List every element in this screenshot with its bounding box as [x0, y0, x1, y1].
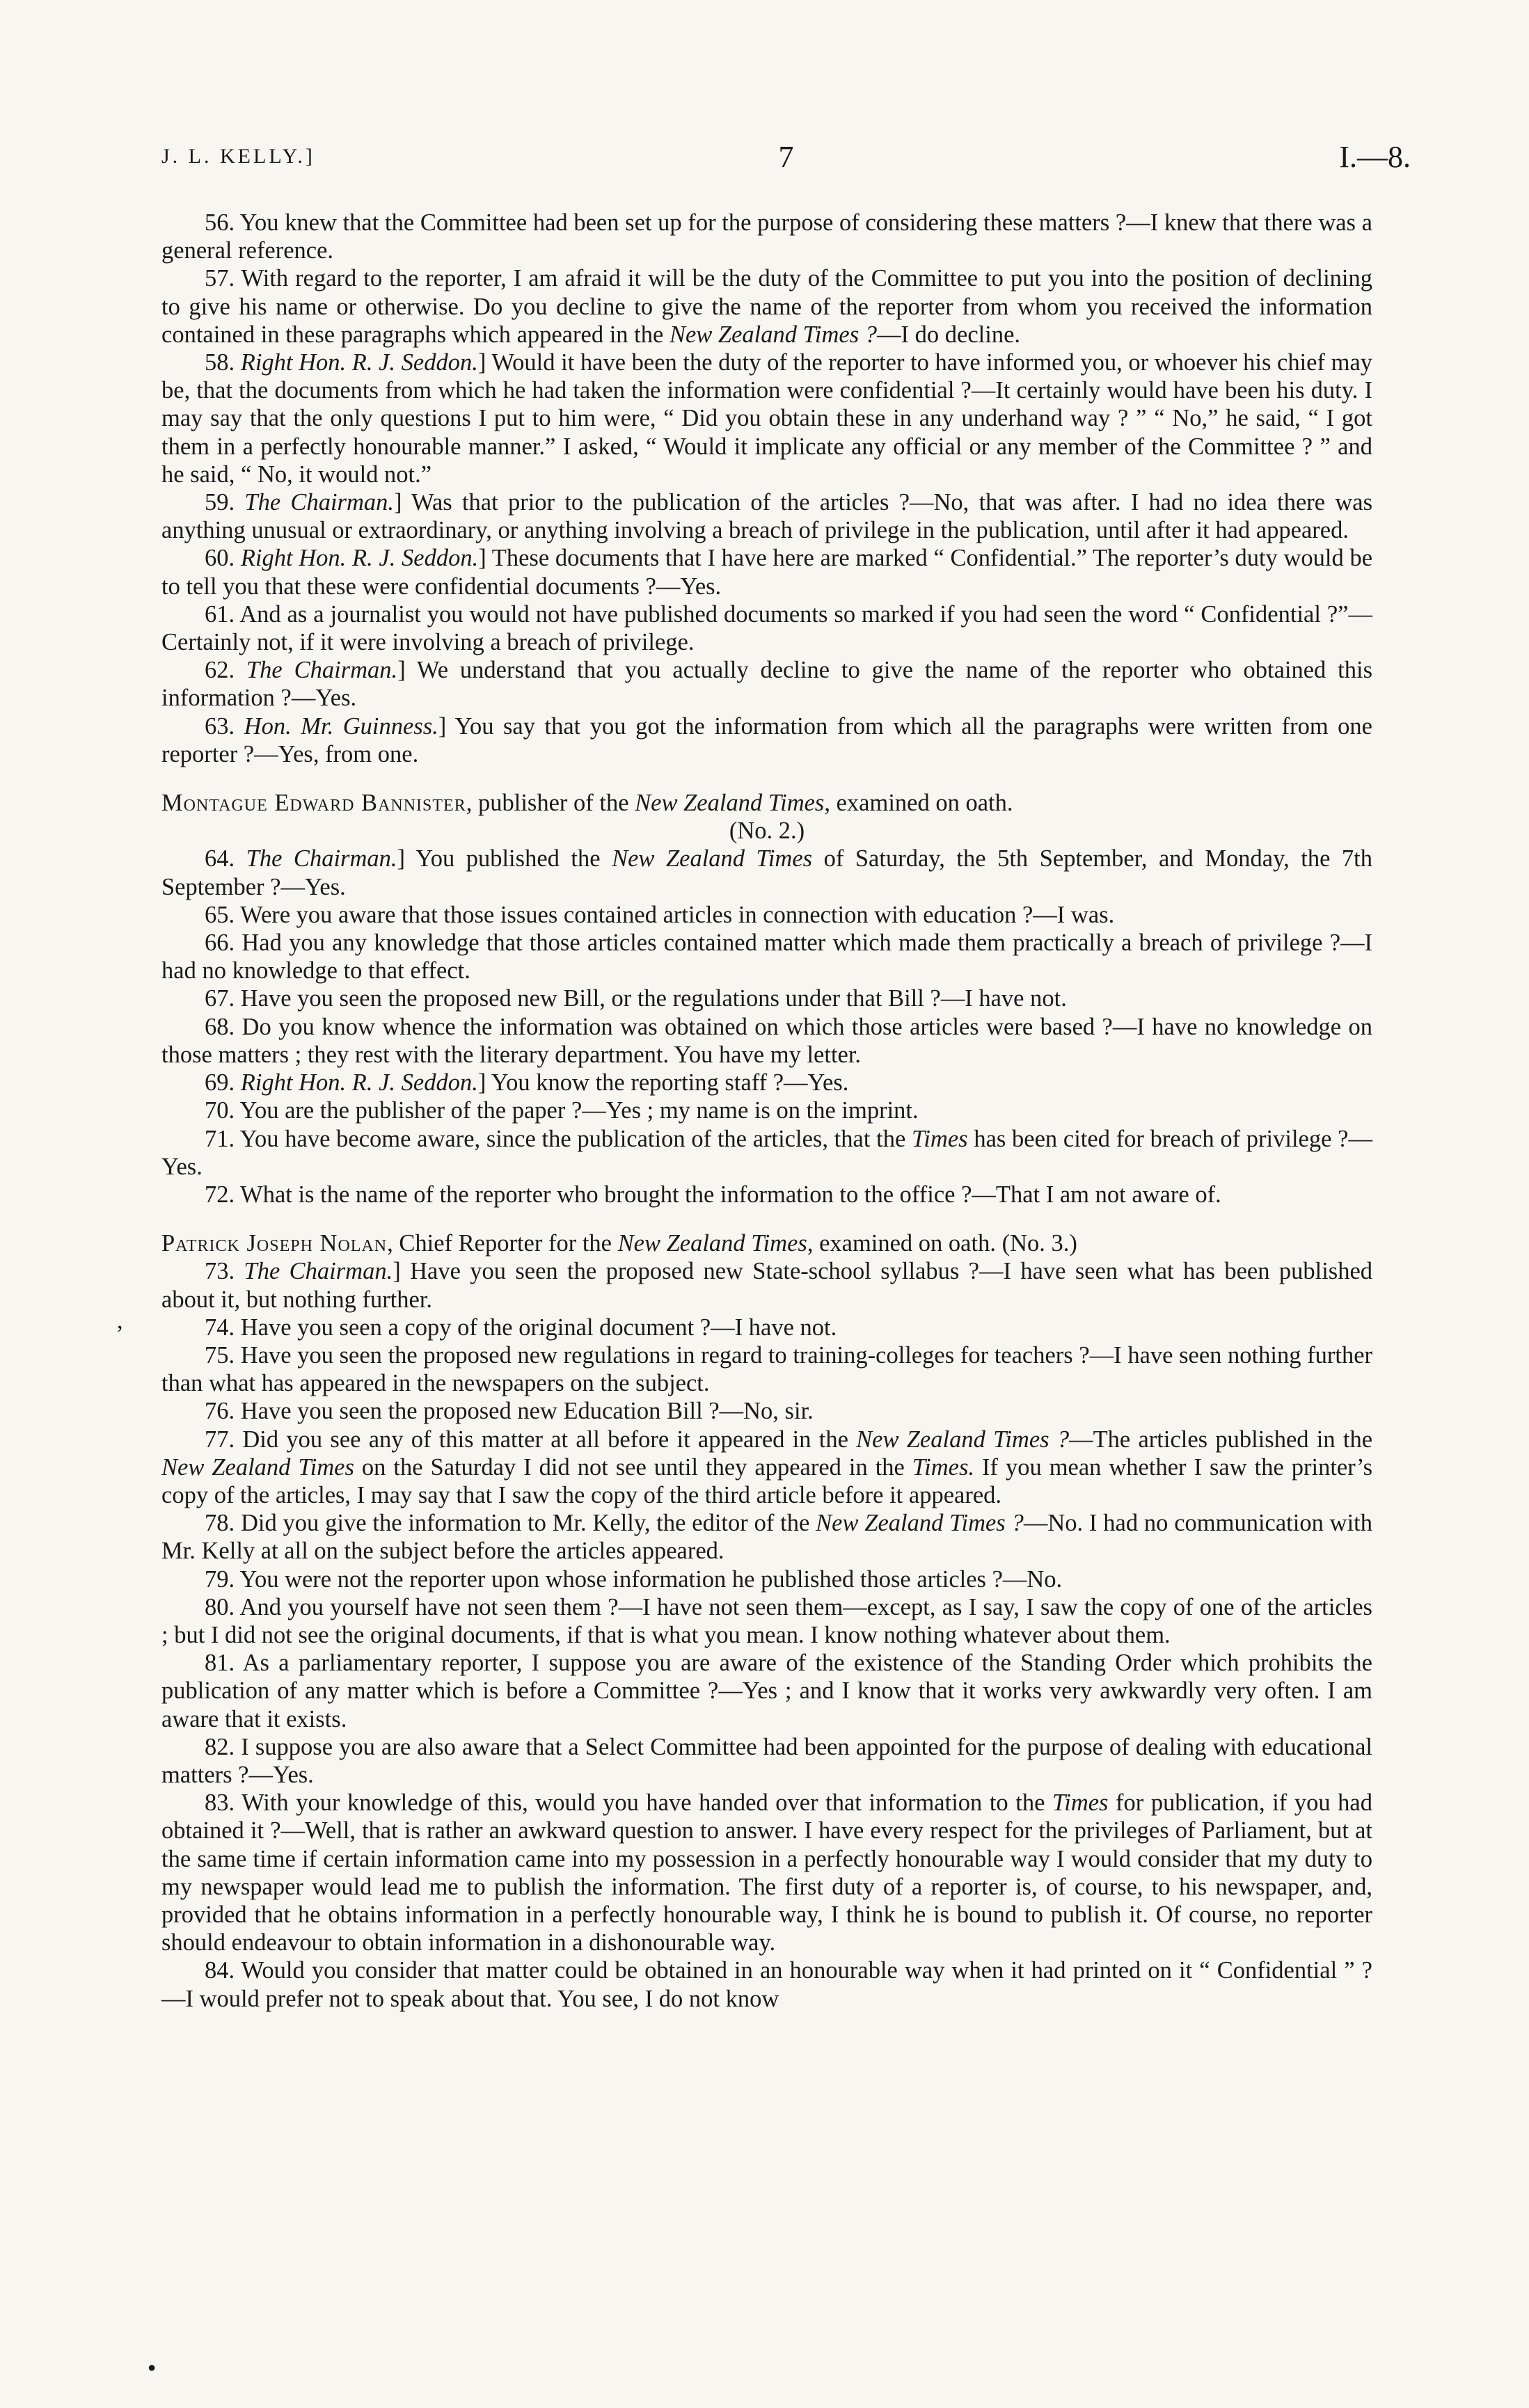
question-65: 65. Were you aware that those issues contained articles in connection with education ?—I was. [205, 901, 1115, 928]
question-56: 56. You knew that the Committee had been set up for the purpose of considering these matters ?—I knew that there was a general reference. [161, 209, 1372, 264]
question-61: 61. And as a journalist you would not have published documents so marked if you had seen the word “ Confidential ?”—Certainly not, if it were involving a breach of privilege. [161, 600, 1372, 656]
question-70: 70. You are the publisher of the paper ?—Yes ; my name is on the imprint. [205, 1097, 919, 1124]
question-60: 60. Right Hon. R. J. Seddon.] These documents that I have here are marked “ Confidential.” The reporter’s duty would be to tell you that these were confidential documents ?—Yes. [161, 545, 1373, 600]
witness-heading-nolan: Patrick Joseph Nolan, Chief Reporter for the New Zealand Times, examined on oath. (No. 3.) [161, 1230, 1077, 1257]
page-body [161, 209, 1372, 2013]
question-67: 67. Have you seen the proposed new Bill, or the regulations under that Bill ?—I have not. [205, 985, 1067, 1012]
question-83: 83. With your knowledge of this, would you have handed over that information to the Times for publication, if you had obtained it ?—Well, that is rather an awkward question to answer. I have every respect for the privileges of Parliament, but at the same time if certain information came into my possession in a perfectly honourable way I would consider that my duty to my newspaper would lead me to publish the information. The first duty of a reporter is, of course, to his newspaper, and, provided that he obtains information in a perfectly honourable way, I think he is bound to publish it. Of course, no reporter should endeavour to obtain information in a dishonourable way. [161, 1789, 1372, 1956]
question-75: 75. Have you seen the proposed new regulations in regard to training-colleges for teachers ?—I have seen nothing further than what has appeared in the newspapers on the subject. [161, 1341, 1372, 1397]
page-number: 7 [778, 140, 794, 174]
question-81: 81. As a parliamentary reporter, I suppose you are aware of the existence of the Standing Order which prohibits the publication of any matter which is before a Committee ?—Yes ; and I know that it works very awkwardly very often. I am aware that it exists. [161, 1650, 1372, 1732]
question-72: 72. What is the name of the reporter who brought the information to the office ?—That I am not aware of. [205, 1181, 1221, 1208]
question-71: 71. You have become aware, since the publication of the articles, that the Times has been cited for breach of privilege ?—Yes. [161, 1125, 1372, 1180]
paper-reference: I.—8. [1339, 140, 1411, 174]
margin-dot: ● [148, 2360, 157, 2375]
witness-heading-bannister: Montague Edward Bannister, publisher of the New Zealand Times, examined on oath. [161, 790, 1013, 817]
question-82: 82. I suppose you are also aware that a Select Committee had been appointed for the purpose of dealing with educational matters ?—Yes. [161, 1733, 1373, 1788]
question-63: 63. Hon. Mr. Guinness.] You say that you got the information from which all the paragraphs were written from one reporter ?—Yes, from one. [161, 712, 1372, 767]
question-57: 57. With regard to the reporter, I am afraid it will be the duty of the Committee to put you into the position of declining to give his name or otherwise. Do you decline to give the name of the reporter from whom you received the information contained in these paragraphs which appeared in the New Zealand Times ?—I do decline. [161, 265, 1372, 348]
question-84: 84. Would you consider that matter could be obtained in an honourable way when it had printed on it “ Confidential ” ?—I would prefer not to speak about that. You see, I do not know [161, 1957, 1372, 2012]
question-76: 76. Have you seen the proposed new Education Bill ?—No, sir. [205, 1398, 814, 1425]
question-73: 73. The Chairman.] Have you seen the proposed new State-school syllabus ?—I have seen what has been published about it, but nothing further. [161, 1258, 1373, 1313]
question-69: 69. Right Hon. R. J. Seddon.] You know the reporting staff ?—Yes. [205, 1069, 849, 1097]
question-79: 79. You were not the reporter upon whose information he published those articles ?—No. [205, 1565, 1063, 1593]
witness-number: (No. 2.) [729, 818, 805, 845]
question-77: 77. Did you see any of this matter at all before it appeared in the New Zealand Times ?—The articles published in the New Zealand Times on the Saturday I did not see until they appeared in the Times. If you mean whether I saw the printer’s copy of the articles, I may say that I saw the copy of the third article before it appeared. [161, 1426, 1373, 1508]
question-66: 66. Had you any knowledge that those articles contained matter which made them practically a breach of privilege ?—I had no knowledge to that effect. [161, 930, 1372, 984]
page-header [161, 139, 1411, 181]
question-68: 68. Do you know whence the information was obtained on which those articles were based ?—I have no knowledge on those matters ; they rest with the literary department. You have my letter. [161, 1013, 1373, 1068]
question-74: 74. Have you seen a copy of the original document ?—I have not. [205, 1314, 837, 1341]
question-59: 59. The Chairman.] Was that prior to the publication of the articles ?—No, that was after. I had no idea there was anything unusual or extraordinary, or anything involving a breach of privilege in the publication, until after it had appeared. [161, 489, 1372, 544]
question-64: 64. The Chairman.] You published the New Zealand Times of Saturday, the 5th September, and Monday, the 7th September ?—Yes. [161, 845, 1372, 900]
question-62: 62. The Chairman.] We understand that you actually decline to give the name of the reporter who obtained this information ?—Yes. [161, 657, 1372, 712]
question-80: 80. And you yourself have not seen them ?—I have not seen them—except, as I say, I saw the copy of one of the articles ; but I did not see the original documents, if that is what you mean. I know nothing whatever about them. [161, 1593, 1372, 1648]
question-78: 78. Did you give the information to Mr. Kelly, the editor of the New Zealand Times ?—No. I had no communication with Mr. Kelly at all on the subject before the articles appeared. [161, 1510, 1373, 1565]
question-58: 58. Right Hon. R. J. Seddon.] Would it have been the duty of the reporter to have informed you, or whoever his chief may be, that the documents from which he had taken the information were confidential ?—It certainly would have been his duty. I may say that the only questions I put to him were, “ Did you obtain these in any underhand way ? ” “ No,” he said, “ I got them in a perfectly honourable manner.” I asked, “ Would it implicate any official or any member of the Committee ? ” and he said, “ No, it would not.” [161, 349, 1373, 488]
margin-mark: , [117, 1308, 123, 1334]
header-witness: J. L. KELLY.] [161, 145, 315, 168]
